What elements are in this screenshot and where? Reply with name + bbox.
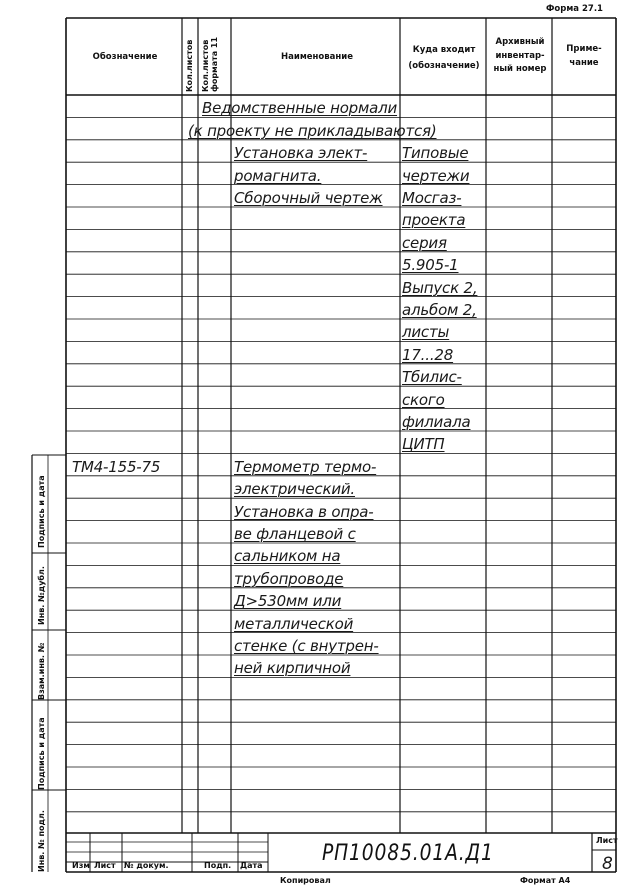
row-where-used: Мосгаз- <box>402 189 462 207</box>
document-number: РП10085.01А.Д1 <box>322 841 494 866</box>
side-label-inv-podl: Инв. № подл. <box>37 810 46 872</box>
row-name: Д>530мм или <box>234 592 342 611</box>
row-name: Установка элект- <box>234 144 368 163</box>
side-label-inv-dubl: Инв. №дубл. <box>37 566 46 625</box>
row-name: Установка в опра- <box>234 502 374 521</box>
row-designation: ТМ4-155-75 <box>72 457 161 476</box>
side-label-vzam-inv: Взам.инв. № <box>37 642 46 700</box>
header-sheets-count: Кол.листов <box>185 39 194 92</box>
tb-izm: Изм <box>72 861 90 870</box>
footer-copied: Копировал <box>280 876 331 885</box>
row-name: ромагнита. <box>234 166 322 185</box>
header-where-used: Куда входит (обозначение) <box>408 45 480 72</box>
row-name: ве фланцевой с <box>234 525 356 543</box>
row-where-used: ского <box>402 390 445 409</box>
row-name: стенке (с внутрен- <box>234 637 379 655</box>
row-name: (к проекту не прикладываются) <box>188 121 437 140</box>
row-where-used: чертежи <box>402 166 470 185</box>
header-name: Наименование <box>281 52 353 62</box>
row-name: Ведомственные нормали <box>202 99 398 118</box>
row-where-used: филиала <box>402 413 471 431</box>
side-label-podpis-data-2: Подпись и дата <box>37 475 46 548</box>
tb-podp: Подп. <box>204 861 232 870</box>
row-name: сальником на <box>234 547 341 566</box>
row-name: Сборочный чертеж <box>234 189 383 207</box>
row-name: Термометр термо- <box>234 457 377 476</box>
header-sheets-a11: Кол.листов формата 11 <box>201 36 220 92</box>
side-label-podpis-data-1: Подпись и дата <box>37 717 46 790</box>
row-name: ней кирпичной <box>234 659 351 678</box>
row-where-used: ЦИТП <box>402 435 445 454</box>
row-where-used: Выпуск 2, <box>402 278 478 297</box>
header-note: Приме- чание <box>566 44 602 69</box>
row-where-used: 17...28 <box>402 345 454 364</box>
header-archive-number: Архивный инвентар- ный номер <box>493 37 547 75</box>
row-where-used: серия <box>402 233 447 252</box>
tb-sheet-label: Лист <box>596 836 618 845</box>
header-designation: Обозначение <box>92 52 158 62</box>
tb-data: Дата <box>240 861 263 870</box>
row-name: металлической <box>234 614 354 633</box>
row-where-used: Типовые <box>402 144 469 163</box>
row-name: трубопроводе <box>234 569 344 588</box>
footer-format: Формат А4 <box>520 876 571 885</box>
row-where-used: альбом 2, <box>402 301 477 319</box>
row-where-used: Тбилис- <box>402 368 462 387</box>
tb-list: Лист <box>94 861 116 870</box>
row-name: электрический. <box>234 480 355 499</box>
row-where-used: листы <box>402 323 450 342</box>
row-where-used: 5.905-1 <box>402 256 459 275</box>
sheet-number: 8 <box>602 854 613 874</box>
tb-doc-no: № докум. <box>124 861 169 870</box>
row-where-used: проекта <box>402 211 466 230</box>
form-label: Форма 27.1 <box>546 4 603 14</box>
